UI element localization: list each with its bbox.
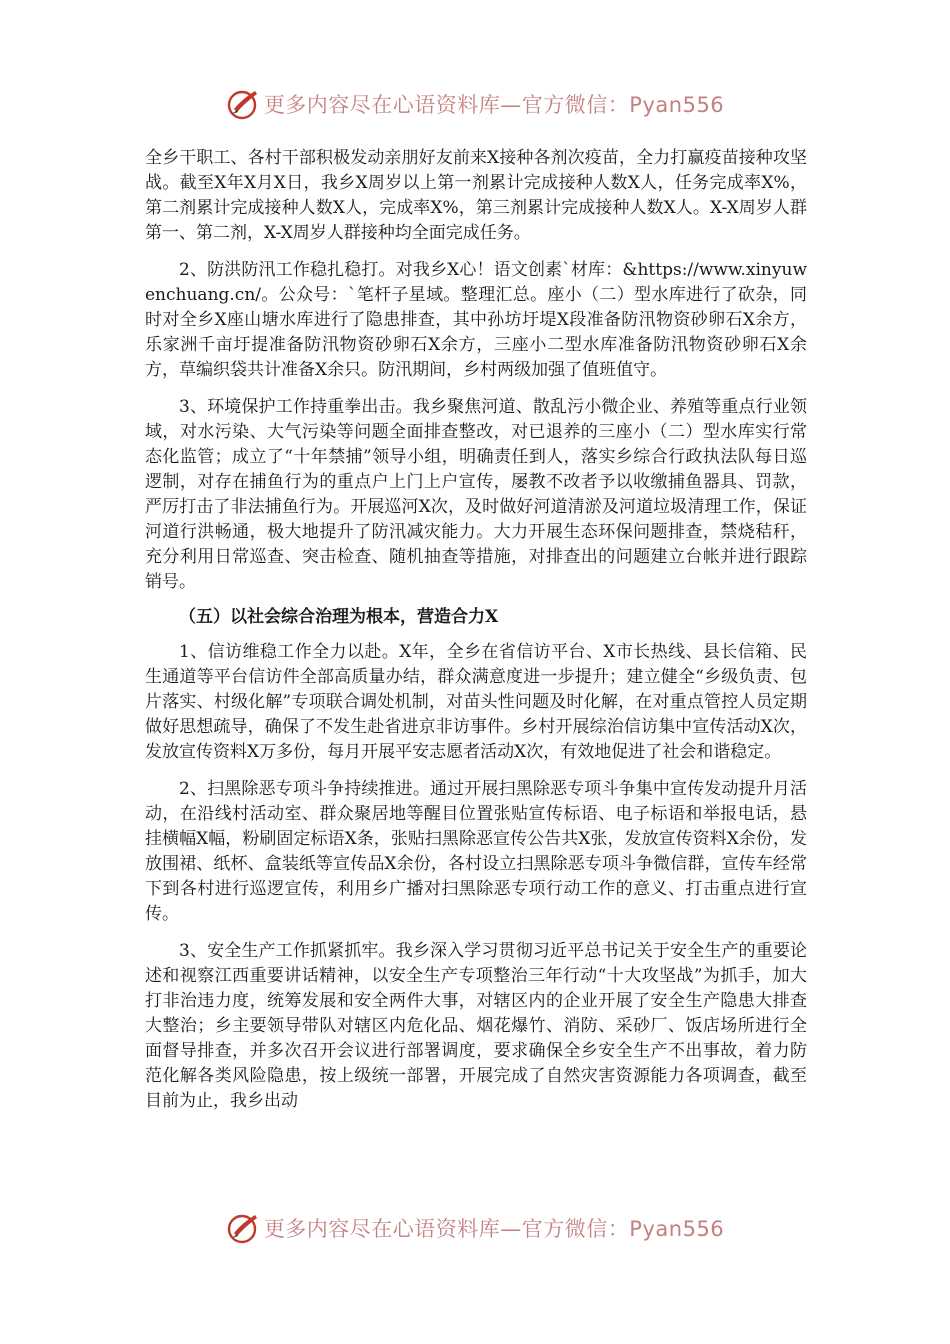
header-banner-text: 更多内容尽在心语资料库—官方微信：Pyan556 — [263, 93, 725, 117]
footer-banner — [0, 1208, 950, 1248]
paragraph: 3、安全生产工作抓紧抓牢。我乡深入学习贯彻习近平总书记关于安全生产的重要论述和视察江西重要讲话精神，以安全生产专项整治三年行动“十大攻坚战”为抓手，加大打非治违力度，统筹发展和安全两件大事，对辖区内的企业开展了安全生产隐患大排查大整治；乡主要领导带队对辖区内危化品、烟花爆竹、消防、采砂厂、饭店场所进行全面督导排查，并多次召开会议进行部署调度，要求确保全乡安全生产不出事故，着力防范化解各类风险隐患，按上级统一部署，开展完成了自然灾害资源能力各项调查，截至目前为止，我乡出动 — [145, 941, 807, 1111]
pen-logo-icon — [226, 1211, 260, 1245]
paragraph: 全乡干职工、各村干部积极发动亲朋好友前来X接种各剂次疫苗，全力打赢疫苗接种攻坚战。截至X年X月X日，我乡X周岁以上第一剂累计完成接种人数X人，任务完成率X%，第二剂累计完成接种人数X人，完成率X%，第三剂累计完成接种人数X人。X-X周岁人群第一、第二剂，X-X周岁人群接种均全面完成任务。 — [145, 148, 807, 243]
footer-banner-text: 更多内容尽在心语资料库—官方微信：Pyan556 — [263, 1217, 725, 1241]
section-heading: （五）以社会综合治理为根本，营造合力X — [179, 607, 499, 627]
header-banner — [0, 84, 950, 124]
paragraph: 3、环境保护工作持重拳出击。我乡聚焦河道、散乱污小微企业、养殖等重点行业领域，对水污染、大气污染等问题全面排查整改，对已退养的三座小（二）型水库实行常态化监管；成立了“十年禁捕”领导小组，明确责任到人，落实乡综合行政执法队每日巡逻制，对存在捕鱼行为的重点户上门上户宣传，屡教不改者予以收缴捕鱼器具、罚款，严厉打击了非法捕鱼行为。开展巡河X次，及时做好河道清淤及河道垃圾清理工作，保证河道行洪畅通，极大地提升了防汛减灾能力。大力开展生态环保问题排查，禁烧秸秆，充分利用日常巡查、突击检查、随机抽查等措施，对排查出的问题建立台帐并进行跟踪销号。 — [145, 397, 807, 592]
pen-logo-icon — [226, 87, 260, 121]
paragraph: 1、信访维稳工作全力以赴。X年，全乡在省信访平台、X市长热线、县长信箱、民生通道等平台信访件全部高质量办结，群众满意度进一步提升；建立健全“乡级负责、包片落实、村级化解”专项联合调处机制，对苗头性问题及时化解，在对重点管控人员定期做好思想疏导，确保了不发生赴省进京非访事件。乡村开展综治信访集中宣传活动X次，发放宣传资料X万多份，每月开展平安志愿者活动X次，有效地促进了社会和谐稳定。 — [145, 642, 807, 762]
document-body — [145, 146, 807, 1114]
paragraph: 2、防洪防汛工作稳扎稳打。对我乡X心！语文创素`材库：&https://www.xinyuwenchuang.cn/。公众号：`笔杆子星域。整理汇总。座小（二）型水库进行了砍杂，同时对全乡X座山塘水库进行了隐患排查，其中孙坊圩堤X段准备防汛物资砂卵石X余方，乐家洲千亩圩提准备防汛物资砂卵石X余方，三座小二型水库准备防汛物资砂卵石X余方，草编织袋共计准备X余只。防汛期间，乡村两级加强了值班值守。 — [145, 260, 807, 380]
paragraph: 2、扫黑除恶专项斗争持续推进。通过开展扫黑除恶专项斗争集中宣传发动提升月活动，在沿线村活动室、群众聚居地等醒目位置张贴宣传标语、电子标语和举报电话，悬挂横幅X幅，粉刷固定标语X条，张贴扫黑除恶宣传公告共X张，发放宣传资料X余份，发放围裙、纸杯、盒装纸等宣传品X余份，各村设立扫黑除恶专项斗争微信群，宣传车经常下到各村进行巡逻宣传，利用乡广播对扫黑除恶专项行动工作的意义、打击重点进行宣传。 — [145, 779, 807, 924]
